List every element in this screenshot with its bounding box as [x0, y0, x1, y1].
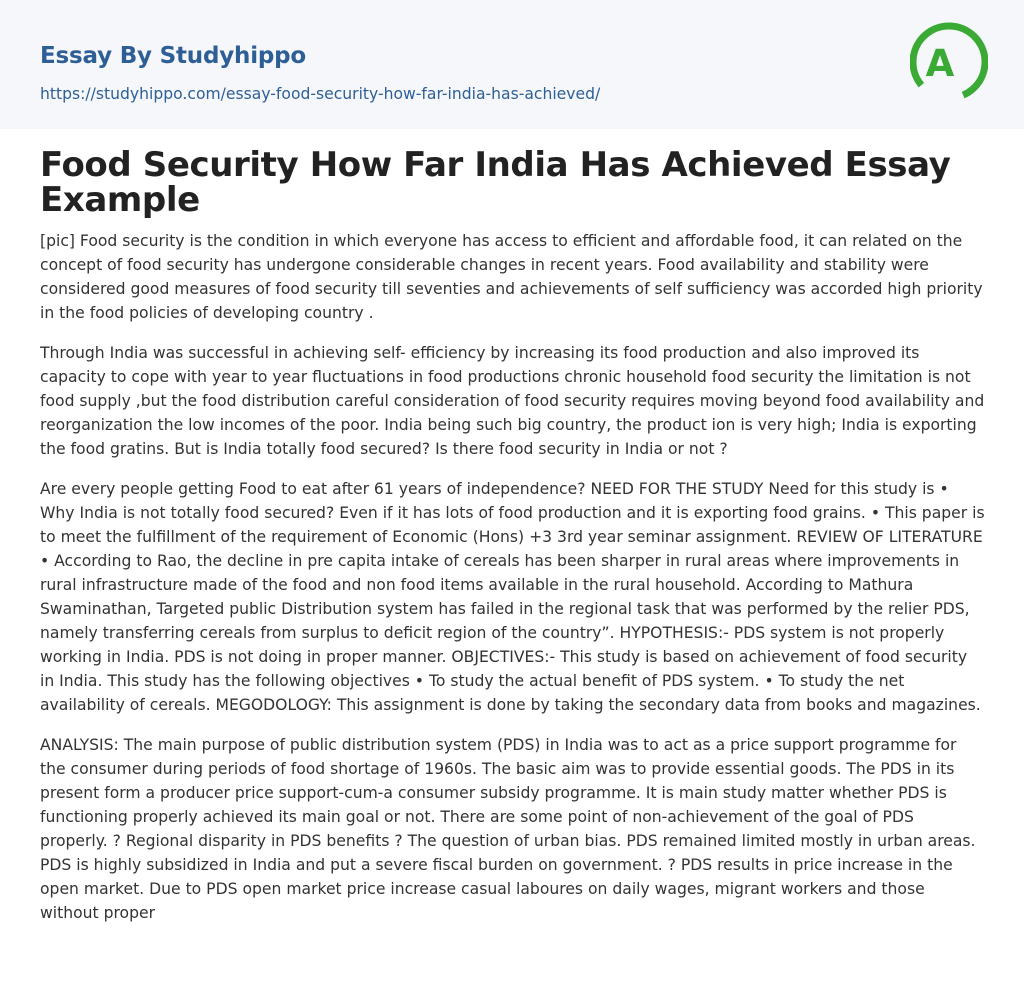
- logo-letter: A: [925, 42, 955, 85]
- site-header: [0, 0, 1024, 129]
- paragraph: Are every people getting Food to eat after 61 years of independence? NEED FOR THE STUDY Need for this study is • Why India is not totally food secured? Even if it has lots of food production and it is exporting food grains. • This paper is to meet the fulfillment of the requirement of Economic (Hons) +3 3rd year seminar assignment. REVIEW OF LITERATURE • According to Rao, the decline in pre capita intake of cereals has been sharper in rural areas where improvements in rural infrastructure made of the food and non food items available in the rural household. According to Mathura Swaminathan, Targeted public Distribution system has failed in the regional task that was performed by the relier PDS, namely transferring cereals from surplus to deficit region of the country”. HYPOTHESIS:- PDS system is not properly working in India. PDS is not doing in proper manner. OBJECTIVES:- This study is based on achievement of food security in India. This study has the following objectives • To study the actual benefit of PDS system. • To study the net availability of cereals. MEGODOLOGY: This assignment is done by taking the secondary data from books and magazines.: [40, 480, 985, 714]
- article-body: [40, 229, 985, 925]
- article: [40, 145, 985, 941]
- paragraph: Through India was successful in achieving self- efficiency by increasing its food production and also improved its capacity to cope with year to year fluctuations in food productions chronic household food security the limitation is not food supply ,but the food distribution careful consideration of food security requires moving beyond food availability and reorganization the low incomes of the poor. India being such big country, the product ion is very high; India is exporting the food gratins. But is India totally food secured? Is there food security in India or not ?: [40, 344, 985, 458]
- paragraph: ANALYSIS: The main purpose of public distribution system (PDS) in India was to act as a price support programme for the consumer during periods of food shortage of 1960s. The basic aim was to provide essential goods. The PDS in its present form a producer price support-cum-a consumer subsidy programme. It is main study matter whether PDS is functioning properly achieved its main goal or not. There are some point of non-achievement of the goal of PDS properly. ? Regional disparity in PDS benefits ? The question of urban bias. PDS remained limited mostly in urban areas. PDS is highly subsidized in India and put a severe fiscal burden on government. ? PDS results in price increase in the open market. Due to PDS open market price increase casual laboures on daily wages, migrant workers and those without proper: [40, 736, 976, 922]
- paragraph: [pic] Food security is the condition in which everyone has access to efficient and affordable food, it can related on the concept of food security has undergone considerable changes in recent years. Food availability and stability were considered good measures of food security till seventies and achievements of self sufficiency was accorded high priority in the food policies of developing country .: [40, 232, 983, 322]
- page-title: Food Security How Far India Has Achieved Essay Example: [40, 145, 951, 220]
- studyhippo-logo-icon[interactable]: [910, 18, 988, 106]
- site-title[interactable]: Essay By Studyhippo: [40, 43, 307, 69]
- article-url-link[interactable]: https://studyhippo.com/essay-food-security-how-far-india-has-achieved/: [40, 85, 601, 103]
